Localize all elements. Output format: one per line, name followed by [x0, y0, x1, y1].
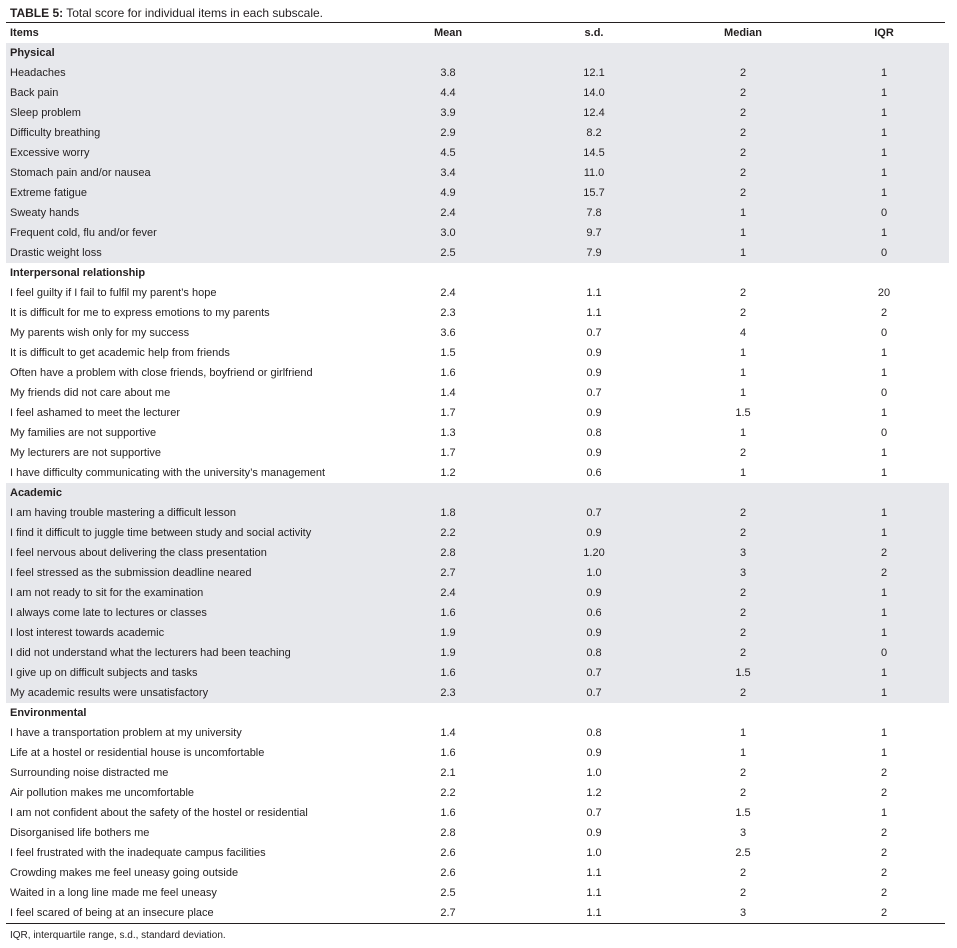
cell-median: 4 — [739, 327, 747, 339]
cell-mean: 1.7 — [440, 447, 456, 459]
cell-sd: 12.1 — [521, 63, 667, 83]
table-row — [6, 283, 949, 303]
cell-median: 1 — [739, 387, 747, 399]
cell-sd: 0.7 — [586, 807, 602, 819]
cell-mean: 3.6 — [440, 327, 456, 339]
table-row — [6, 603, 949, 623]
cell-sd: 0.9 — [586, 367, 602, 379]
table-row — [6, 363, 949, 383]
table-row — [6, 423, 949, 443]
cell-median: 1 — [739, 747, 747, 759]
cell-item: Air pollution makes me uncomfortable — [10, 787, 195, 799]
cell-sd: 15.7 — [521, 183, 667, 203]
cell-item: It is difficult for me to express emotions to my parents — [10, 307, 270, 319]
cell-sd: 1.1 — [586, 887, 602, 899]
cell-mean: 3.0 — [375, 223, 521, 243]
table-row — [6, 443, 949, 463]
cell-mean: 2.7 — [375, 563, 521, 583]
cell-sd: 11.0 — [521, 163, 667, 183]
cell-sd: 14.0 — [521, 83, 667, 103]
cell-iqr: 2 — [880, 307, 888, 319]
cell-iqr: 1 — [819, 83, 949, 103]
cell-median: 1.5 — [667, 663, 819, 683]
cell-item: Back pain — [6, 83, 375, 103]
cell-median: 1 — [739, 727, 747, 739]
cell-sd: 0.7 — [521, 503, 667, 523]
table-row — [6, 743, 949, 763]
cell-iqr: 1 — [819, 523, 949, 543]
table-row — [6, 503, 949, 523]
cell-median: 3 — [739, 907, 747, 919]
cell-sd: 0.9 — [521, 623, 667, 643]
cell-sd: 0.6 — [521, 603, 667, 623]
table-row — [6, 303, 949, 323]
cell-sd: 0.9 — [586, 407, 602, 419]
cell-item: I am having trouble mastering a difficult lesson — [6, 503, 375, 523]
cell-item: Frequent cold, flu and/or fever — [6, 223, 375, 243]
cell-sd: 9.7 — [521, 223, 667, 243]
cell-mean: 1.6 — [375, 663, 521, 683]
cell-item: Often have a problem with close friends, boyfriend or girlfriend — [10, 367, 313, 379]
cell-mean: 1.6 — [440, 367, 456, 379]
cell-item: I have difficulty communicating with the university’s management — [10, 467, 326, 479]
cell-mean: 2.3 — [375, 683, 521, 703]
cell-item: Difficulty breathing — [6, 123, 375, 143]
cell-mean: 1.3 — [440, 427, 456, 439]
table-row — [6, 343, 949, 363]
section-row — [6, 483, 949, 503]
table-footnote: IQR, interquartile range, s.d., standard deviation. — [10, 930, 226, 941]
cell-iqr: 0 — [819, 643, 949, 663]
cell-sd: 7.9 — [521, 243, 667, 263]
table-caption-label: TABLE 5: — [10, 6, 64, 20]
cell-mean: 2.4 — [440, 287, 456, 299]
cell-median: 2 — [667, 143, 819, 163]
cell-sd: 0.9 — [521, 583, 667, 603]
table-row — [6, 563, 949, 583]
column-header-median: Median — [724, 27, 762, 39]
cell-mean: 1.8 — [375, 503, 521, 523]
cell-iqr: 1 — [819, 183, 949, 203]
cell-item: Crowding makes me feel uneasy going outside — [10, 867, 239, 879]
cell-median: 1 — [739, 367, 747, 379]
cell-sd: 0.7 — [521, 663, 667, 683]
cell-item: I feel guilty if I fail to fulfil my parent’s hope — [10, 287, 217, 299]
cell-median: 1 — [667, 243, 819, 263]
table-row — [6, 203, 949, 223]
cell-median: 2 — [667, 103, 819, 123]
table-row — [6, 523, 949, 543]
cell-item: I find it difficult to juggle time between study and social activity — [6, 523, 375, 543]
cell-sd: 14.5 — [521, 143, 667, 163]
cell-median: 2 — [739, 887, 747, 899]
cell-sd: 1.20 — [521, 543, 667, 563]
table-row — [6, 763, 949, 783]
cell-iqr: 20 — [877, 287, 891, 299]
table-caption-text: Total score for individual items in each subscale. — [63, 6, 324, 20]
cell-median: 3 — [667, 543, 819, 563]
cell-iqr: 2 — [880, 907, 888, 919]
table-row — [6, 623, 949, 643]
table-row — [6, 403, 949, 423]
cell-median: 2 — [739, 787, 747, 799]
cell-sd: 0.8 — [586, 427, 602, 439]
cell-item: Surrounding noise distracted me — [10, 767, 169, 779]
cell-item: It is difficult to get academic help from friends — [10, 347, 230, 359]
cell-item: Sleep problem — [6, 103, 375, 123]
section-row — [6, 263, 949, 283]
cell-mean: 2.6 — [440, 847, 456, 859]
cell-iqr: 1 — [819, 223, 949, 243]
cell-mean: 2.2 — [375, 523, 521, 543]
cell-iqr: 1 — [819, 103, 949, 123]
cell-sd: 12.4 — [521, 103, 667, 123]
table-row — [6, 123, 949, 143]
cell-item: I am not confident about the safety of the hostel or residential — [10, 807, 308, 819]
cell-iqr: 0 — [819, 243, 949, 263]
cell-median: 1.5 — [735, 807, 751, 819]
cell-median: 2 — [667, 83, 819, 103]
cell-item: Excessive worry — [6, 143, 375, 163]
cell-item: Sweaty hands — [6, 203, 375, 223]
table-caption — [6, 5, 945, 22]
table-row — [6, 863, 949, 883]
cell-mean: 1.6 — [375, 603, 521, 623]
cell-median: 1 — [739, 427, 747, 439]
cell-mean: 1.4 — [440, 727, 456, 739]
cell-item: I have a transportation problem at my university — [10, 727, 242, 739]
cell-iqr: 2 — [880, 847, 888, 859]
cell-sd: 8.2 — [521, 123, 667, 143]
cell-mean: 1.9 — [375, 643, 521, 663]
cell-median: 2 — [739, 867, 747, 879]
cell-item: I always come late to lectures or classes — [6, 603, 375, 623]
cell-median: 2 — [667, 163, 819, 183]
cell-median: 2 — [739, 287, 747, 299]
cell-item: Extreme fatigue — [6, 183, 375, 203]
cell-sd: 0.7 — [586, 387, 602, 399]
column-header-sd: s.d. — [584, 27, 604, 39]
cell-median: 1 — [739, 347, 747, 359]
cell-mean: 2.8 — [375, 543, 521, 563]
cell-mean: 2.3 — [440, 307, 456, 319]
cell-mean: 3.8 — [375, 63, 521, 83]
cell-mean: 4.9 — [375, 183, 521, 203]
cell-item: I am not ready to sit for the examination — [6, 583, 375, 603]
cell-iqr: 1 — [819, 683, 949, 703]
cell-iqr: 1 — [819, 63, 949, 83]
column-header-iqr: IQR — [874, 27, 894, 39]
cell-sd: 0.9 — [586, 347, 602, 359]
cell-median: 2 — [667, 123, 819, 143]
table-row — [6, 823, 949, 843]
cell-sd: 0.7 — [521, 683, 667, 703]
cell-mean: 1.5 — [440, 347, 456, 359]
table-row — [6, 463, 949, 483]
cell-mean: 3.4 — [375, 163, 521, 183]
cell-item: Drastic weight loss — [6, 243, 375, 263]
cell-median: 1 — [739, 467, 747, 479]
cell-item: Disorganised life bothers me — [10, 827, 150, 839]
cell-item: Waited in a long line made me feel uneasy — [10, 887, 217, 899]
cell-median: 2 — [739, 447, 747, 459]
cell-median: 2.5 — [735, 847, 751, 859]
table-row — [6, 683, 949, 703]
cell-item: I feel nervous about delivering the class presentation — [6, 543, 375, 563]
table-row — [6, 783, 949, 803]
cell-item: My academic results were unsatisfactory — [6, 683, 375, 703]
cell-iqr: 1 — [819, 603, 949, 623]
cell-item: My parents wish only for my success — [10, 327, 190, 339]
table-row — [6, 883, 949, 903]
table-row — [6, 103, 949, 123]
cell-median: 3 — [739, 827, 747, 839]
cell-sd: 1.1 — [586, 867, 602, 879]
cell-mean: 2.2 — [440, 787, 456, 799]
section-row — [6, 43, 949, 63]
table-body — [6, 43, 949, 923]
cell-median: 2 — [667, 623, 819, 643]
cell-iqr: 1 — [880, 727, 888, 739]
cell-item: Headaches — [6, 63, 375, 83]
table-row — [6, 83, 949, 103]
cell-iqr: 2 — [880, 867, 888, 879]
table-figure — [6, 5, 945, 941]
table-row — [6, 323, 949, 343]
cell-mean: 2.5 — [375, 243, 521, 263]
table-row — [6, 723, 949, 743]
cell-iqr: 2 — [880, 827, 888, 839]
cell-iqr: 1 — [819, 503, 949, 523]
cell-mean: 1.7 — [440, 407, 456, 419]
cell-iqr: 1 — [819, 623, 949, 643]
cell-median: 1.5 — [735, 407, 751, 419]
table-row — [6, 243, 949, 263]
cell-median: 2 — [667, 523, 819, 543]
cell-iqr: 1 — [819, 583, 949, 603]
header-row — [6, 23, 949, 43]
cell-median: 2 — [667, 63, 819, 83]
cell-item: My families are not supportive — [10, 427, 157, 439]
cell-iqr: 1 — [880, 447, 888, 459]
cell-mean: 2.8 — [440, 827, 456, 839]
section-title: Academic — [6, 483, 949, 503]
cell-iqr: 2 — [880, 887, 888, 899]
cell-item: I lost interest towards academic — [6, 623, 375, 643]
cell-iqr: 1 — [819, 163, 949, 183]
cell-mean: 2.4 — [375, 583, 521, 603]
section-title: Interpersonal relationship — [10, 267, 146, 279]
cell-mean: 1.6 — [440, 807, 456, 819]
cell-item: Stomach pain and/or nausea — [6, 163, 375, 183]
cell-mean: 2.5 — [440, 887, 456, 899]
cell-iqr: 1 — [880, 367, 888, 379]
cell-sd: 1.1 — [586, 287, 602, 299]
cell-median: 2 — [739, 767, 747, 779]
table-row — [6, 583, 949, 603]
cell-mean: 3.9 — [375, 103, 521, 123]
cell-iqr: 1 — [819, 143, 949, 163]
cell-iqr: 0 — [819, 203, 949, 223]
cell-item: I feel scared of being at an insecure place — [10, 907, 214, 919]
table-row — [6, 843, 949, 863]
cell-median: 2 — [667, 183, 819, 203]
cell-iqr: 1 — [880, 747, 888, 759]
cell-mean: 4.4 — [375, 83, 521, 103]
table-row — [6, 183, 949, 203]
cell-mean: 2.4 — [375, 203, 521, 223]
cell-mean: 1.2 — [440, 467, 456, 479]
cell-sd: 0.8 — [521, 643, 667, 663]
table-row — [6, 163, 949, 183]
cell-iqr: 0 — [880, 427, 888, 439]
cell-item: My friends did not care about me — [10, 387, 171, 399]
table-row — [6, 143, 949, 163]
cell-sd: 0.9 — [521, 523, 667, 543]
cell-item: I feel stressed as the submission deadline neared — [6, 563, 375, 583]
table-row — [6, 903, 949, 923]
cell-item: I did not understand what the lecturers had been teaching — [6, 643, 375, 663]
table-row — [6, 63, 949, 83]
cell-median: 3 — [667, 563, 819, 583]
cell-median: 2 — [667, 683, 819, 703]
cell-item: I feel frustrated with the inadequate campus facilities — [10, 847, 266, 859]
cell-iqr: 2 — [880, 767, 888, 779]
cell-sd: 0.8 — [586, 727, 602, 739]
section-title: Environmental — [10, 707, 87, 719]
table-row — [6, 643, 949, 663]
cell-mean: 4.5 — [375, 143, 521, 163]
cell-mean: 2.1 — [440, 767, 456, 779]
cell-iqr: 1 — [819, 663, 949, 683]
cell-iqr: 2 — [819, 543, 949, 563]
data-table — [6, 23, 949, 923]
cell-median: 2 — [667, 503, 819, 523]
cell-iqr: 1 — [880, 407, 888, 419]
cell-item: My lecturers are not supportive — [10, 447, 162, 459]
cell-mean: 1.9 — [375, 623, 521, 643]
cell-median: 2 — [667, 603, 819, 623]
cell-mean: 1.4 — [440, 387, 456, 399]
cell-sd: 0.9 — [586, 747, 602, 759]
cell-sd: 0.9 — [586, 447, 602, 459]
cell-sd: 1.1 — [586, 907, 602, 919]
cell-sd: 0.7 — [586, 327, 602, 339]
cell-sd: 1.2 — [586, 787, 602, 799]
cell-sd: 0.6 — [586, 467, 602, 479]
cell-iqr: 2 — [819, 563, 949, 583]
cell-mean: 2.6 — [440, 867, 456, 879]
cell-median: 2 — [667, 643, 819, 663]
cell-item: I feel ashamed to meet the lecturer — [10, 407, 180, 419]
cell-iqr: 0 — [880, 387, 888, 399]
section-title: Physical — [6, 43, 949, 63]
column-header-items: Items — [10, 27, 39, 39]
cell-sd: 1.0 — [586, 767, 602, 779]
cell-item: Life at a hostel or residential house is uncomfortable — [10, 747, 265, 759]
table-row — [6, 663, 949, 683]
table-row — [6, 383, 949, 403]
cell-sd: 1.0 — [521, 563, 667, 583]
cell-median: 1 — [667, 203, 819, 223]
cell-iqr: 1 — [880, 347, 888, 359]
cell-median: 2 — [667, 583, 819, 603]
table-row — [6, 223, 949, 243]
cell-sd: 0.9 — [586, 827, 602, 839]
cell-iqr: 2 — [880, 787, 888, 799]
cell-iqr: 1 — [880, 467, 888, 479]
cell-mean: 2.9 — [375, 123, 521, 143]
cell-iqr: 0 — [880, 327, 888, 339]
cell-iqr: 1 — [880, 807, 888, 819]
cell-iqr: 1 — [819, 123, 949, 143]
cell-sd: 7.8 — [521, 203, 667, 223]
cell-sd: 1.1 — [586, 307, 602, 319]
cell-median: 2 — [739, 307, 747, 319]
cell-mean: 1.6 — [440, 747, 456, 759]
section-row — [6, 703, 949, 723]
cell-item: I give up on difficult subjects and tasks — [6, 663, 375, 683]
cell-sd: 1.0 — [586, 847, 602, 859]
table-row — [6, 543, 949, 563]
cell-mean: 2.7 — [440, 907, 456, 919]
cell-median: 1 — [667, 223, 819, 243]
column-header-mean: Mean — [433, 27, 463, 39]
table-row — [6, 803, 949, 823]
